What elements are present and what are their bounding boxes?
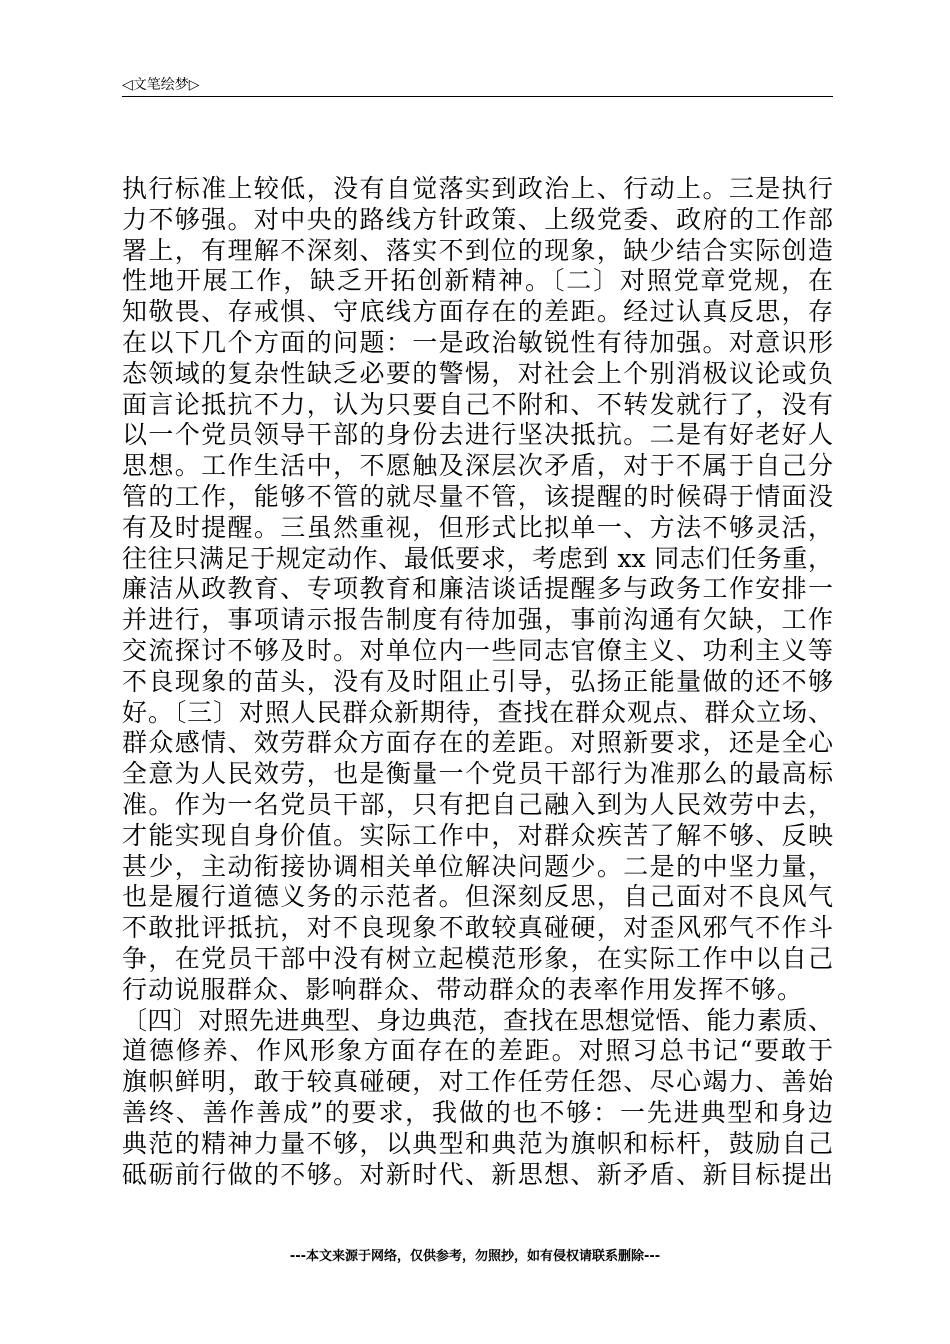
body-line: 群众感情、效劳群众方面存在的差距。对照新要求，还是全心 — [122, 728, 833, 758]
body-line: 态领域的复杂性缺乏必要的警惕，对社会上个别消极议论或负 — [122, 358, 833, 388]
body-line: 好。〔三〕对照人民群众新期待，查找在群众观点、群众立场、 — [122, 697, 833, 727]
footer-disclaimer: ---本文来源于网络，仅供参考，勿照抄，如有侵权请联系删除--- — [289, 1249, 661, 1264]
body-line: 甚少，主动衔接协调相关单位解决问题少。二是的中坚力量， — [122, 851, 833, 881]
body-line: 行动说服群众、影响群众、带动群众的表率作用发挥不够。 — [122, 974, 804, 1004]
body-line: 在以下几个方面的问题：一是政治敏锐性有待加强。对意识形 — [122, 327, 833, 357]
body-line: 才能实现自身价值。实际工作中，对群众疾苦了解不够、反映 — [122, 820, 833, 850]
body-line: 廉洁从政教育、专项教育和廉洁谈话提醒多与政务工作安排一 — [122, 574, 833, 604]
body-line: 有及时提醒。三虽然重视，但形式比拟单一、方法不够灵活， — [122, 512, 833, 542]
body-line: 性地开展工作，缺乏开拓创新精神。〔二〕对照党章党规，在 — [122, 266, 833, 296]
body-line: 全意为人民效劳，也是衡量一个党员干部行为准那么的最高标 — [122, 759, 833, 789]
body-line: 并进行，事项请示报告制度有待加强，事前沟通有欠缺，工作 — [122, 605, 833, 635]
header-divider — [122, 96, 833, 97]
body-line: 知敬畏、存戒惧、守底线方面存在的差距。经过认真反思，存 — [122, 297, 833, 327]
body-line: 交流探讨不够及时。对单位内一些同志官僚主义、功利主义等 — [122, 635, 833, 665]
body-line: 不敢批评抵抗，对不良现象不敢较真碰硬，对歪风邪气不作斗 — [122, 913, 833, 943]
body-line: 旗帜鲜明，敢于较真碰硬，对工作任劳任怨、尽心竭力、善始 — [122, 1067, 833, 1097]
body-line: 善终、善作善成”的要求，我做的也不够：一先进典型和身边 — [122, 1097, 833, 1127]
body-line: 争，在党员干部中没有树立起模范形象，在实际工作中以自己 — [122, 943, 833, 973]
body-line: 以一个党员领导干部的身份去进行坚决抵抗。二是有好老好人 — [122, 420, 833, 450]
body-line: 也是履行道德义务的示范者。但深刻反思，自己面对不良风气 — [122, 882, 833, 912]
body-line: 往往只满足于规定动作、最低要求，考虑到 xx 同志们任务重， — [122, 543, 833, 573]
header-title: ◁文笔绘梦▷ — [122, 77, 200, 93]
body-line: 思想。工作生活中，不愿触及深层次矛盾，对于不属于自己分 — [122, 451, 833, 481]
body-line: 不良现象的苗头，没有及时阻止引导，弘扬正能量做的还不够 — [122, 666, 833, 696]
body-line: 管的工作，能够不管的就尽量不管，该提醒的时候碍于情面没 — [122, 481, 833, 511]
body-line: 执行标准上较低，没有自觉落实到政治上、行动上。三是执行 — [122, 174, 833, 203]
body-line: 道德修养、作风形象方面存在的差距。对照习总书记“要敢于 — [122, 1036, 833, 1066]
body-line: 〔四〕对照先进典型、身边典范，查找在思想觉悟、能力素质、 — [122, 1005, 833, 1035]
body-line: 准。作为一名党员干部，只有把自己融入到为人民效劳中去， — [122, 789, 833, 819]
body-line: 署上，有理解不深刻、落实不到位的现象，缺少结合实际创造 — [122, 235, 833, 265]
body-line: 力不够强。对中央的路线方针政策、上级党委、政府的工作部 — [122, 204, 833, 234]
body-text — [122, 174, 833, 1190]
body-line: 砥砺前行做的不够。对新时代、新思想、新矛盾、新目标提出 — [122, 1159, 833, 1189]
body-line: 面言论抵抗不力，认为只要自己不附和、不转发就行了，没有 — [122, 389, 833, 419]
body-line: 典范的精神力量不够，以典型和典范为旗帜和标杆，鼓励自己 — [122, 1128, 833, 1158]
